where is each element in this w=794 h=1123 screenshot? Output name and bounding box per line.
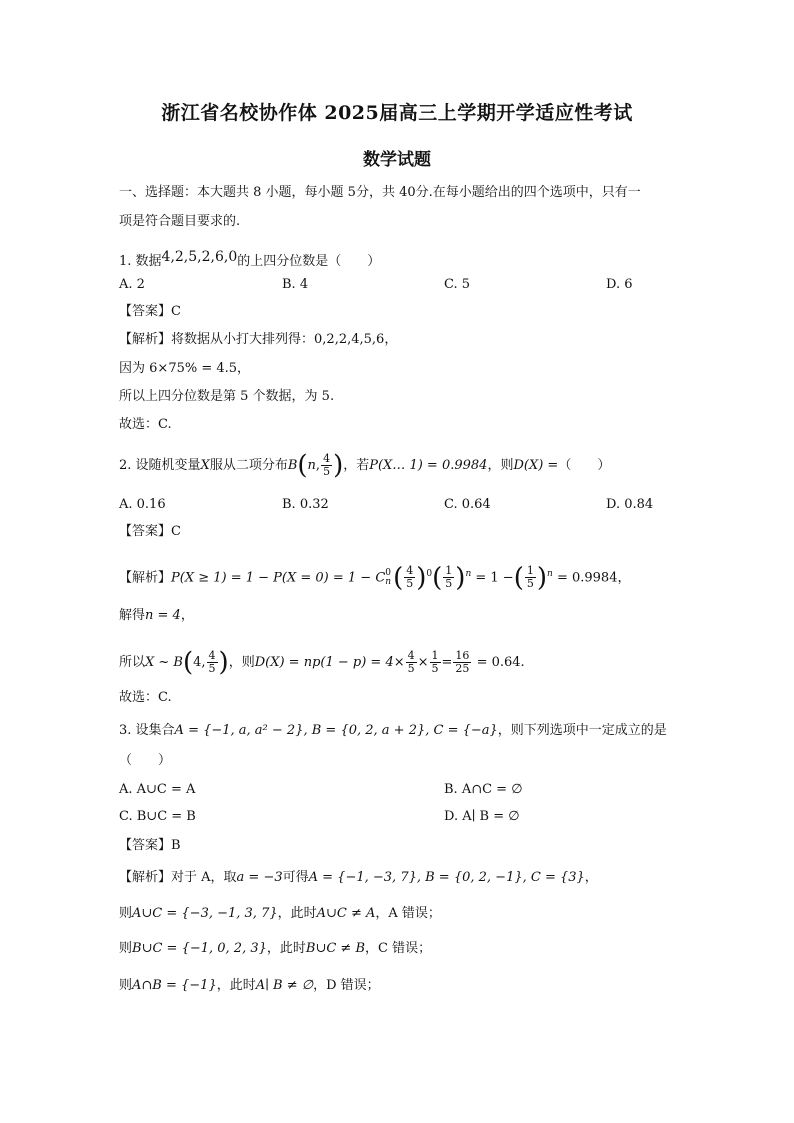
q1-option-a[interactable]: A. 2 (119, 277, 145, 292)
q3-option-b[interactable]: B. A∩C = ∅ (444, 782, 523, 797)
frac-den: 5 (445, 577, 453, 591)
q1-solution-line3: 所以上四分位数是第 5 个数据，为 5. (119, 389, 335, 404)
q3-sol4-mid: ，此时 (216, 978, 256, 993)
q1-sol1-end: ， (384, 332, 398, 347)
q2-n: n (307, 458, 316, 473)
q1-data: 4,2,5,2,6,0 (161, 249, 238, 265)
frac-num: 1 (445, 564, 453, 578)
q3-stem-math: A = {−1, a, a² − 2}, B = {0, 2, a + 2}, C = {−a} (174, 723, 498, 738)
left-paren: ( (182, 647, 194, 678)
q2-stem-if: ，若 (343, 458, 370, 473)
q1-stem-post: 的上四分位数是（ ） (237, 254, 381, 269)
q3-sol2-mid: ，此时 (277, 906, 317, 921)
q2-so-math2: D(X) = np(1 − p) = 4× (254, 655, 405, 670)
q2-so-times: × (417, 655, 429, 670)
q2-c-sup: 0 (385, 567, 392, 578)
q3-sol2-math: A∪C = {−3, −1, 3, 7} (132, 906, 278, 921)
q1-option-d[interactable]: D. 6 (606, 277, 633, 292)
right-paren: ) (455, 562, 466, 593)
left-paren: ( (393, 562, 404, 593)
q1-sol2-pre: 因为 (119, 361, 146, 376)
q2-cond: P(X… 1) = 0.9984 (369, 458, 488, 473)
fraction-1-5 (525, 565, 536, 590)
fraction-4-5 (321, 453, 332, 478)
q3-solution-line4 (119, 977, 380, 995)
q2-so-res: = 0.64 (476, 655, 521, 670)
right-paren: ) (536, 562, 548, 593)
q3-sol3-pre: 则 (119, 941, 133, 956)
right-paren: ) (218, 647, 229, 678)
frac-den: 5 (431, 662, 439, 675)
q3-solution-line2 (119, 905, 441, 923)
q2-target: D(X) = (513, 458, 559, 473)
q3-sol2-math2: A∪C ≠ A (316, 906, 376, 921)
q3-option-a[interactable]: A. A∪C = A (119, 782, 196, 797)
q3-sol2-end: ，A 错误； (375, 906, 441, 921)
frac-den: 5 (323, 465, 331, 478)
exp-0: 0 (426, 569, 433, 579)
fraction-4-5 (406, 650, 417, 675)
q3-answer: 【答案】B (119, 838, 181, 853)
q1-sol2-end: ， (237, 361, 251, 376)
q2-stem-end: （ ） (558, 458, 611, 473)
q2-stem-mid: 服从二项分布 (209, 458, 288, 473)
q3-sol1-text2: 可得 (282, 870, 309, 885)
q2-so-eq: = (441, 655, 453, 670)
q3-option-d[interactable]: D. A∣ B = ∅ (444, 809, 520, 824)
frac-den: 5 (407, 662, 415, 675)
q3-sol3-math: B∪C = {−1, 0, 2, 3} (132, 941, 267, 956)
frac-num: 1 (526, 564, 534, 578)
q2-sol-eq1: = 1 − (475, 570, 514, 586)
frac-num: 4 (323, 452, 331, 465)
q3-sol4-pre: 则 (119, 978, 133, 993)
q3-options-row2 (119, 809, 679, 827)
q3-option-c[interactable]: C. B∪C = B (119, 809, 196, 824)
fraction-4-5 (404, 565, 415, 590)
q2-solution-line2 (119, 607, 194, 625)
q3-sol1-math1: a = −3 (236, 870, 283, 885)
q3-sol3-end: ，C 错误； (365, 941, 432, 956)
frac-num: 1 (431, 649, 439, 662)
q2-stem-pre: 2. 设随机变量 (119, 458, 201, 473)
q2-sol-a: P(X ≥ 1) = 1 − P(X = 0) = 1 − C (171, 570, 386, 586)
exp-n: n (547, 569, 553, 579)
q3-solution-line3 (119, 940, 431, 958)
q2-sol-end: ， (617, 570, 631, 586)
q2-sol-eq2: = 0.9984 (556, 570, 618, 586)
frac-den: 5 (526, 577, 534, 591)
section-heading-line2: 项是符合题目要求的. (119, 214, 241, 229)
q1-conclusion: 故选：C. (119, 417, 172, 432)
q3-stem-pre: 3. 设集合 (119, 723, 175, 738)
q2-var: X (200, 458, 210, 473)
q2-solved-pre: 解得 (119, 608, 146, 623)
q3-sol1-math2: A = {−1, −3, 7}, B = {0, 2, −1}, C = {3} (308, 870, 585, 885)
analysis-label: 【解析】 (119, 870, 172, 885)
q2-solution-line3 (119, 647, 525, 678)
q1-solution-line2 (119, 360, 250, 378)
left-paren: ( (432, 562, 443, 593)
q3-solution-line1 (119, 869, 598, 887)
frac-num: 16 (455, 649, 470, 662)
q2-conclusion: 故选：C. (119, 690, 172, 705)
q1-stem-pre: 1. 数据 (119, 254, 162, 269)
left-paren: ( (513, 562, 524, 593)
q1-sol1-text: 将数据从小打大排列得： (171, 332, 315, 347)
q2-solved-math: n = 4 (145, 608, 181, 623)
analysis-label: 【解析】 (119, 332, 172, 347)
q3-sol4-math: A∩B = {−1} (132, 978, 217, 993)
q3-options-row1 (119, 782, 679, 800)
frac-den: 5 (208, 662, 216, 675)
q2-solution-line1 (119, 562, 631, 593)
q3-stem-paren: （ ） (119, 753, 172, 768)
q2-answer: 【答案】C (119, 524, 181, 539)
q2-so-end: . (520, 655, 525, 670)
q2-so-pre: 所以 (119, 655, 146, 670)
q1-sol1-math: 0,2,2,4,5,6 (314, 332, 385, 347)
q3-sol4-end: ，D 错误； (313, 978, 380, 993)
q1-answer: 【答案】C (119, 304, 181, 319)
fraction-1-5 (443, 565, 454, 590)
page-title: 浙江省名校协作体 2025届高三上学期开学适应性考试 (161, 102, 633, 124)
q2-stem: 2. 设随机变量X服从二项分布B(n, $\frac{4}{5}$ )，若P(X… 1) = 0.9984，则D(X) =（ ） (119, 450, 611, 481)
q3-stem-post: ，则下列选项中一定成立的是 (497, 723, 667, 738)
page-subtitle: 数学试题 (363, 150, 431, 170)
q3-stem (119, 722, 667, 740)
q2-option-c[interactable]: C. 0.64 (444, 497, 491, 512)
analysis-label: 【解析】 (119, 570, 172, 586)
q2-solved-end: ， (180, 608, 194, 623)
q1-solution-line1 (119, 331, 397, 349)
q2-so-math1: X ~ B (145, 655, 183, 670)
frac-num: 4 (208, 649, 216, 662)
q2-stem-then: ，则 (487, 458, 514, 473)
q2-comb-indices (385, 569, 391, 587)
q3-sol1-end: ， (584, 870, 598, 885)
section-heading-line1: 一、选择题：本大题共 8 小题，每小题 5分，共 40分.在每小题给出的四个选项中，只有一 (119, 185, 641, 200)
fraction-4-5 (207, 650, 218, 675)
q3-sol2-pre: 则 (119, 906, 133, 921)
q3-sol3-math2: B∪C ≠ B (305, 941, 366, 956)
q3-sol3-mid: ，此时 (266, 941, 306, 956)
frac-den: 25 (455, 662, 470, 675)
q1-option-c[interactable]: C. 5 (444, 277, 471, 292)
exp-n: n (465, 569, 472, 579)
q1-sol2-math: 6×75% = 4.5 (149, 361, 238, 376)
q2-c-sub: n (385, 576, 392, 587)
q3-sol1-text: 对于 A，取 (171, 870, 237, 885)
frac-num: 4 (407, 649, 415, 662)
right-paren: ) (333, 450, 344, 481)
q2-option-b[interactable]: B. 0.32 (282, 497, 329, 512)
q2-so-mid: ，则 (228, 655, 255, 670)
q2-options (119, 497, 679, 515)
frac-num: 4 (406, 564, 414, 578)
q2-option-a[interactable]: A. 0.16 (119, 497, 166, 512)
frac-den: 5 (406, 577, 414, 591)
q1-stem (119, 248, 380, 271)
q1-option-b[interactable]: B. 4 (282, 277, 309, 292)
q2-so-inner: 4, (193, 655, 206, 670)
q2-b: B (287, 458, 298, 473)
q1-options (119, 277, 679, 295)
left-paren: ( (297, 450, 308, 481)
q3-sol4-math2: A∣ B ≠ ∅ (255, 978, 314, 993)
right-paren: ) (416, 562, 427, 593)
q2-option-d[interactable]: D. 0.84 (606, 497, 654, 512)
fraction-16-25 (453, 650, 471, 675)
fraction-1-5 (430, 650, 441, 675)
